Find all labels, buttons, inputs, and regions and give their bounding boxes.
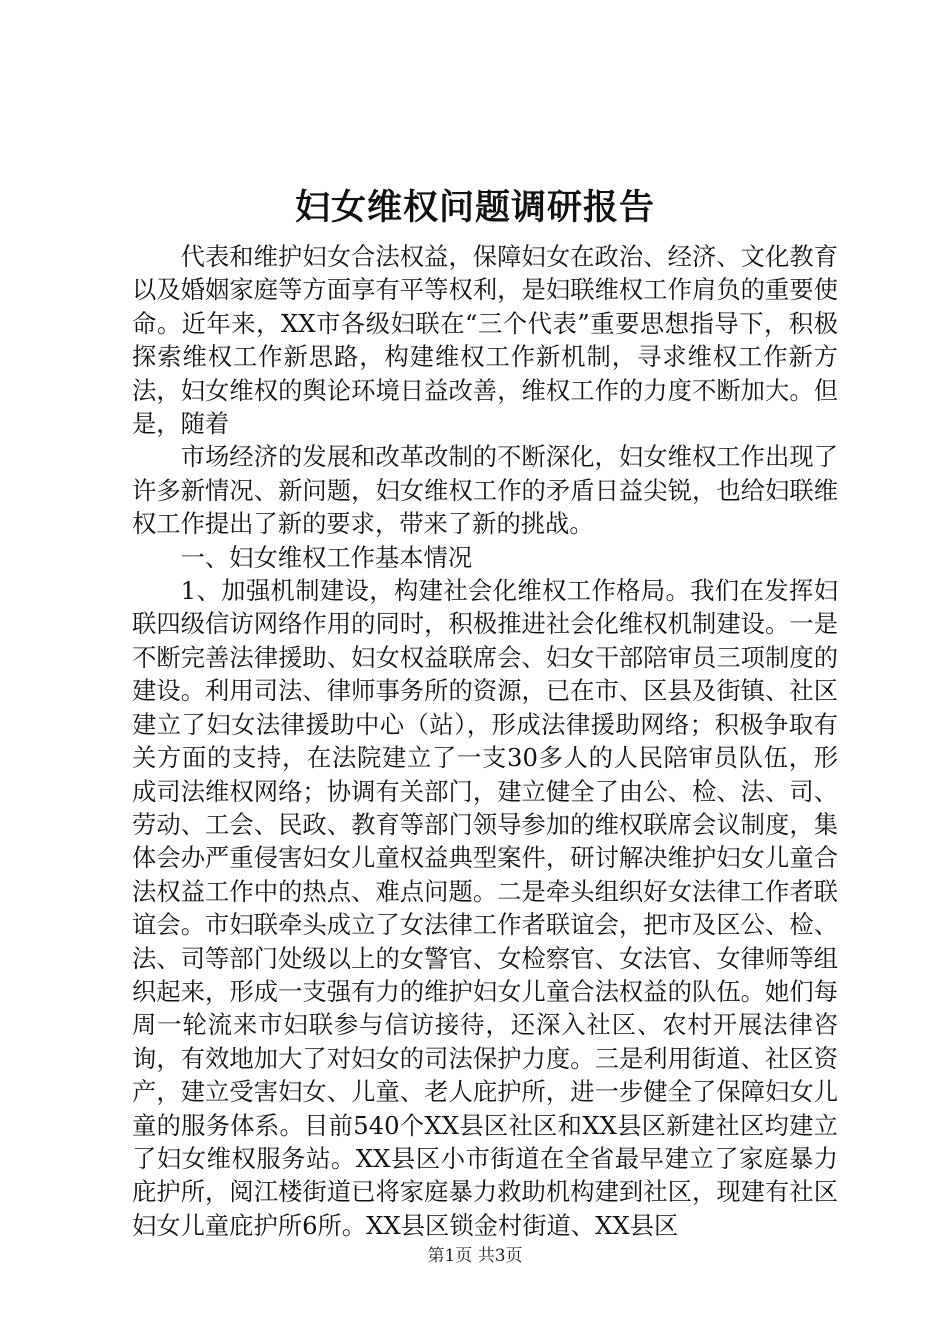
section-heading-1: 一、妇女维权工作基本情况 xyxy=(180,542,473,572)
paragraph-mechanism: 1、加强机制建设，构建社会化维权工作格局。我们在发挥妇联四级信访网络作用的同时，积极推进社会化维权机制建设。一是不断完善法律援助、妇女权益联席会、妇女干部陪审员三项制度的建设。利用司法、律师事务所的资源，已在市、区县及街镇、社区建立了妇女法律援助中心（站），形成法律援助网络；积极争取有关方面的支持，在法院建立了一支30多人的人民陪审员队伍，形成司法维权网络；协调有关部门，建立健全了由公、检、法、司、劳动、工会、民政、教育等部门领导参加的维权联席会议制度，集体会办严重侵害妇女儿童权益典型案件，研讨解决维护妇女儿童合法权益工作中的热点、难点问题。二是牵头组织好女法律工作者联谊会。市妇联牵头成立了女法律工作者联谊会，把市及区公、检、法、司等部门处级以上的女警官、女检察官、女法官、女律师等组织起来，形成一支强有力的维护妇女儿童合法权益的队伍。她们每周一轮流来市妇联参与信访接待，还深入社区、农村开展法律咨询，有效地加大了对妇女的司法保护力度。三是利用街道、社区资产，建立受害妇女、儿童、老人庇护所，进一步健全了保障妇女儿童的服务体系。目前540个XX县区社区和XX县区新建社区均建立了妇女维权服务站。XX县区小市街道在全省最早建立了家庭暴力庇护所，阅江楼街道已将家庭暴力救助机构建到社区，现建有社区妇女儿童庇护所6所。XX县区锁金村街道、XX县区 xyxy=(132,576,838,1240)
page-footer: 第1页 共3页 xyxy=(427,1246,523,1266)
paragraph-continuation: 市场经济的发展和改革改制的不断深化，妇女维权工作出现了许多新情况、新问题，妇女维权工作的矛盾日益尖锐，也给妇联维权工作提出了新的要求，带来了新的挑战。 xyxy=(132,442,838,539)
document-title: 妇女维权问题调研报告 xyxy=(294,187,655,228)
paragraph-intro: 代表和维护妇女合法权益，保障妇女在政治、经济、文化教育以及婚姻家庭等方面享有平等权利，是妇联维权工作肩负的重要使命。近年来，XX市各级妇联在“三个代表”重要思想指导下，积极探索维权工作新思路，构建维权工作新机制，寻求维权工作新方法，妇女维权的舆论环境日益改善，维权工作的力度不断加大。但是，随着 xyxy=(132,242,838,439)
document-body xyxy=(132,240,838,1242)
